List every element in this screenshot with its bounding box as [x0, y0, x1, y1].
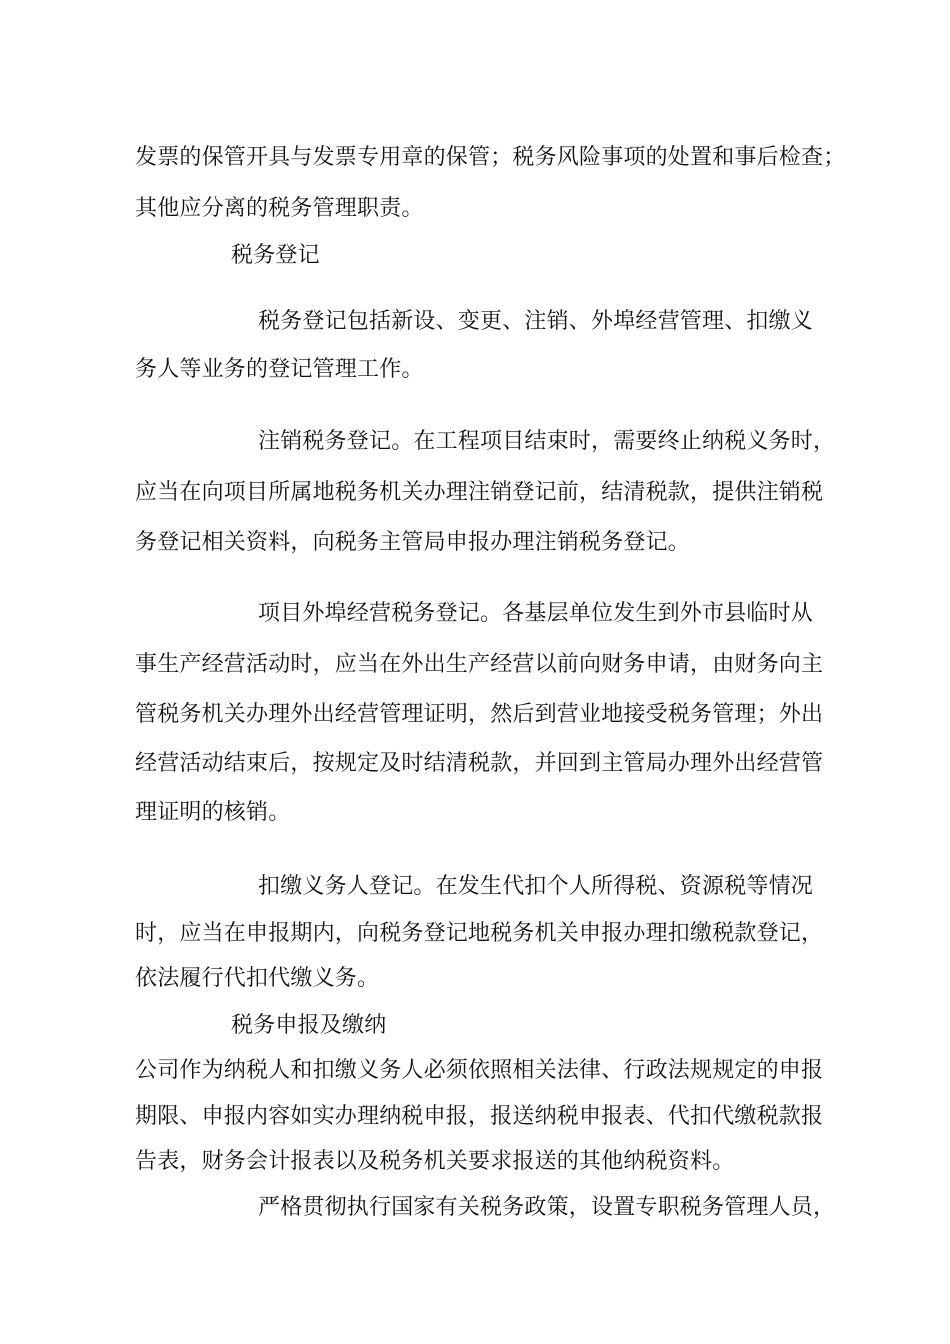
- paragraph-line: 项目外埠经营税务登记。各基层单位发生到外市县临时从: [258, 601, 814, 626]
- paragraph-line: 管税务机关办理外出经营管理证明，然后到营业地接受税务管理；外出: [135, 702, 824, 727]
- paragraph-line: 经营活动结束后，按规定及时结清税款，并回到主管局办理外出经营管: [135, 751, 824, 776]
- paragraph-line: 依法履行代扣代缴义务。: [135, 966, 380, 991]
- paragraph-line: 税务登记包括新设、变更、注销、外埠经营管理、扣缴义: [258, 309, 814, 334]
- paragraph-line: 事生产经营活动时，应当在外出生产经营以前向财务申请，由财务向主: [135, 652, 824, 677]
- paragraph-line: 公司作为纳税人和扣缴义务人必须依照相关法律、行政法规规定的申报: [135, 1058, 824, 1083]
- paragraph-line: 务登记相关资料，向税务主管局申报办理注销税务登记。: [135, 530, 691, 555]
- paragraph-line: 应当在向项目所属地税务机关办理注销登记前，结清税款，提供注销税: [135, 480, 824, 505]
- section-heading: 税务申报及缴纳: [231, 1013, 387, 1038]
- paragraph-line: 理证明的核销。: [135, 800, 291, 825]
- paragraph-line: 扣缴义务人登记。在发生代扣个人所得税、资源税等情况: [258, 874, 814, 899]
- paragraph-line: 期限、申报内容如实办理纳税申报，报送纳税申报表、代扣代缴税款报: [135, 1104, 824, 1129]
- paragraph-line: 发票的保管开具与发票专用章的保管；税务风险事项的处置和事后检查；: [135, 145, 846, 170]
- paragraph-line: 注销税务登记。在工程项目结束时，需要终止纳税义务时，: [258, 429, 836, 454]
- paragraph-line: 其他应分离的税务管理职责。: [135, 196, 424, 221]
- paragraph-line: 时，应当在申报期内，向税务登记地税务机关申报办理扣缴税款登记，: [135, 921, 824, 946]
- paragraph-line: 告表，财务会计报表以及税务机关要求报送的其他纳税资料。: [135, 1149, 735, 1174]
- paragraph-line: 务人等业务的登记管理工作。: [135, 357, 424, 382]
- section-heading: 税务登记: [231, 243, 320, 268]
- paragraph-line: 严格贯彻执行国家有关税务政策，设置专职税务管理人员，: [258, 1195, 836, 1220]
